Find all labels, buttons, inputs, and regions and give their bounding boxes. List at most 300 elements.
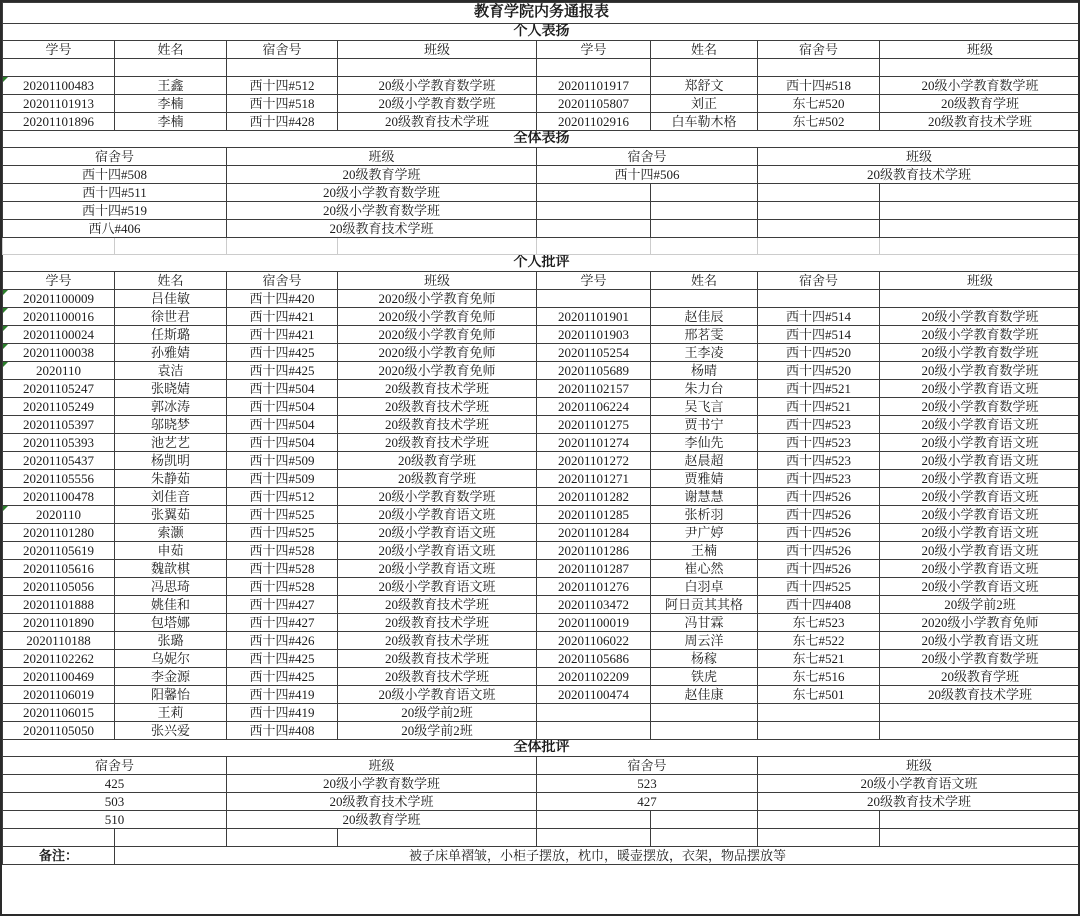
- cell-class: 20级小学教育数学班: [880, 77, 1080, 95]
- cell-dorm: [651, 220, 758, 238]
- cell-class: 20级教育学班: [227, 811, 537, 829]
- cell-name: 杨稼: [651, 650, 758, 668]
- table-row: [3, 793, 1080, 811]
- cell-name: 邬晓梦: [115, 416, 227, 434]
- table-row: [3, 308, 1080, 326]
- title-block: [3, 3, 1080, 41]
- table-row: [3, 668, 1080, 686]
- table-row: [3, 416, 1080, 434]
- cell-dorm: 西十四#514: [758, 308, 880, 326]
- cell-student-id: 20201101903: [537, 326, 651, 344]
- column-header: 班级: [880, 41, 1080, 59]
- cell-class: 20级学前2班: [338, 704, 537, 722]
- cell-student-id: 20201105397: [3, 416, 115, 434]
- section-title-group-criticism: 全体批评: [3, 740, 1080, 757]
- cell-student-id: 20201101888: [3, 596, 115, 614]
- table-row: [3, 775, 1080, 793]
- cell-class: 20级教育学班: [880, 95, 1080, 113]
- cell-name: 任斯璐: [115, 326, 227, 344]
- cell-class: 20级小学教育数学班: [880, 362, 1080, 380]
- cell-name: 郭冰涛: [115, 398, 227, 416]
- cell-class: 20级小学教育语文班: [880, 578, 1080, 596]
- cell-name: 乌妮尔: [115, 650, 227, 668]
- cell-class: [758, 184, 880, 202]
- cell-name: [651, 290, 758, 308]
- cell-class: 20级教育技术学班: [880, 686, 1080, 704]
- cell-name: 阳馨怡: [115, 686, 227, 704]
- cell-name: 李楠: [115, 95, 227, 113]
- cell-name: 王鑫: [115, 77, 227, 95]
- cell-student-id: 20201100483: [3, 77, 115, 95]
- cell-class: 20级教育技术学班: [338, 614, 537, 632]
- cell-student-id: [537, 290, 651, 308]
- individual-praise-table: [3, 41, 1080, 131]
- cell-class: [338, 829, 537, 847]
- cell-dorm: 西十四#408: [758, 596, 880, 614]
- remarks-label: 备注：: [3, 847, 115, 865]
- cell-class: 20级教育技术学班: [880, 113, 1080, 131]
- cell-class: 20级小学教育数学班: [880, 326, 1080, 344]
- cell-class: 20级小学教育语文班: [338, 578, 537, 596]
- cell-dorm: [651, 202, 758, 220]
- cell-name: 阿日贡其其格: [651, 596, 758, 614]
- cell-dorm: 西十四#408: [227, 722, 338, 740]
- cell-class: 20级小学教育数学班: [338, 95, 537, 113]
- table-row: [3, 202, 1080, 220]
- cell-class: 20级小学教育语文班: [338, 560, 537, 578]
- cell-name: 李楠: [115, 113, 227, 131]
- cell-dorm: 东七#521: [758, 650, 880, 668]
- cell-class: [758, 220, 880, 238]
- column-header: 班级: [758, 757, 1080, 775]
- column-header: 班级: [758, 148, 1080, 166]
- table-row: [3, 686, 1080, 704]
- cell-name: [115, 59, 227, 77]
- column-header: 宿舍号: [227, 272, 338, 290]
- remarks-text: 被子床单褶皱，小柜子摆放，枕巾，暖壶摆放，衣架，物品摆放等: [115, 847, 1080, 865]
- header-row: [3, 148, 1080, 166]
- table-row: [3, 362, 1080, 380]
- table-row: [3, 380, 1080, 398]
- page-title: 教育学院内务通报表: [3, 3, 1080, 24]
- table-row: [3, 95, 1080, 113]
- cell-class: [880, 722, 1080, 740]
- cell-class: 20级教育技术学班: [338, 650, 537, 668]
- column-header: 姓名: [651, 41, 758, 59]
- cell-dorm: 西十四#526: [758, 560, 880, 578]
- cell-class: 20级教育技术学班: [338, 596, 537, 614]
- cell-student-id: 20201101275: [537, 416, 651, 434]
- empty-cell: [537, 238, 651, 255]
- table-row: [3, 596, 1080, 614]
- column-header: 学号: [537, 41, 651, 59]
- cell-class: 20级小学教育语文班: [338, 506, 537, 524]
- cell-class: 20级教育技术学班: [758, 166, 1080, 184]
- table-row: [3, 184, 1080, 202]
- cell-name: 索灏: [115, 524, 227, 542]
- cell-name: 杨凯明: [115, 452, 227, 470]
- cell-dorm: 西十四#525: [227, 506, 338, 524]
- cell-dorm: 东七#523: [758, 614, 880, 632]
- cell-name: 崔心然: [651, 560, 758, 578]
- cell-dorm: 427: [537, 793, 758, 811]
- table-row: [3, 524, 1080, 542]
- section-title-row: [3, 740, 1080, 757]
- cell-class: 20级小学教育语文班: [880, 542, 1080, 560]
- cell-student-id: 20201102157: [537, 380, 651, 398]
- cell-class: 20级教育学班: [227, 166, 537, 184]
- cell-name: 吴飞言: [651, 398, 758, 416]
- cell-dorm: 西十四#514: [758, 326, 880, 344]
- group-praise-title: [3, 131, 1080, 148]
- cell-name: 张璐: [115, 632, 227, 650]
- cell-name: 包塔娜: [115, 614, 227, 632]
- cell-student-id: 20201105689: [537, 362, 651, 380]
- cell-name: 赵佳康: [651, 686, 758, 704]
- cell-student-id: 20201101913: [3, 95, 115, 113]
- table-row: [3, 650, 1080, 668]
- group-criticism-table: [3, 757, 1080, 847]
- cell-student-id: 20201100478: [3, 488, 115, 506]
- cell-class: 20级小学教育语文班: [880, 470, 1080, 488]
- cell-dorm: 425: [3, 775, 227, 793]
- cell-name: 郑舒文: [651, 77, 758, 95]
- cell-name: 张晓婧: [115, 380, 227, 398]
- cell-dorm: 西十四#427: [227, 614, 338, 632]
- cell-student-id: 20201100469: [3, 668, 115, 686]
- cell-dorm: 西十四#521: [758, 380, 880, 398]
- cell-class: 20级教育技术学班: [227, 793, 537, 811]
- column-header: 姓名: [115, 272, 227, 290]
- cell-student-id: 20201105619: [3, 542, 115, 560]
- cell-class: [880, 811, 1080, 829]
- cell-name: 徐世君: [115, 308, 227, 326]
- cell-dorm: 东七#516: [758, 668, 880, 686]
- section-title-individual-criticism: 个人批评: [3, 255, 1080, 272]
- cell-name: 魏歆棋: [115, 560, 227, 578]
- cell-dorm: 西十四#521: [758, 398, 880, 416]
- cell-student-id: 2020110: [3, 362, 115, 380]
- cell-class: 20级教育技术学班: [338, 668, 537, 686]
- cell-name: 周云洋: [651, 632, 758, 650]
- cell-name: 李仙先: [651, 434, 758, 452]
- cell-dorm: 西十四#504: [227, 434, 338, 452]
- empty-cell: [338, 238, 537, 255]
- column-header: 宿舍号: [758, 272, 880, 290]
- cell-class: 20级小学教育数学班: [880, 398, 1080, 416]
- section-title-group-praise: 全体表扬: [3, 131, 1080, 148]
- column-header: 宿舍号: [227, 41, 338, 59]
- cell-student-id: 20201105393: [3, 434, 115, 452]
- cell-dorm: 503: [3, 793, 227, 811]
- cell-class: 2020级小学教育免师: [880, 614, 1080, 632]
- column-header: 班级: [880, 272, 1080, 290]
- cell-class: 20级小学教育语文班: [880, 560, 1080, 578]
- cell-class: 20级小学教育语文班: [880, 452, 1080, 470]
- cell-name: 赵晨超: [651, 452, 758, 470]
- cell-student-id: 20201106224: [537, 398, 651, 416]
- cell-class: 20级小学教育语文班: [338, 542, 537, 560]
- cell-dorm: 西十四#520: [758, 362, 880, 380]
- cell-dorm: 西十四#427: [227, 596, 338, 614]
- cell-class: 20级小学教育语文班: [880, 632, 1080, 650]
- cell-dorm: 西十四#523: [758, 416, 880, 434]
- cell-dorm: 西十四#425: [227, 344, 338, 362]
- cell-name: 谢慧慧: [651, 488, 758, 506]
- group-criticism-title: [3, 740, 1080, 757]
- column-header: 学号: [537, 272, 651, 290]
- table-row: [3, 166, 1080, 184]
- cell-name: 贾雅婧: [651, 470, 758, 488]
- table-row: [3, 704, 1080, 722]
- column-header: 班级: [227, 757, 537, 775]
- column-header: 班级: [338, 41, 537, 59]
- cell-dorm: 西十四#528: [227, 578, 338, 596]
- cell-class: [880, 704, 1080, 722]
- column-header: 宿舍号: [758, 41, 880, 59]
- empty-cell: [651, 238, 758, 255]
- cell-student-id: 20201105056: [3, 578, 115, 596]
- cell-dorm: 510: [3, 811, 227, 829]
- cell-class: 20级小学教育数学班: [880, 344, 1080, 362]
- cell-dorm: 西十四#523: [758, 434, 880, 452]
- table-row: [3, 113, 1080, 131]
- cell-dorm: 东七#501: [758, 686, 880, 704]
- cell-name: [651, 704, 758, 722]
- cell-class: 20级教育技术学班: [338, 398, 537, 416]
- table-row: [3, 829, 1080, 847]
- cell-student-id: 20201100024: [3, 326, 115, 344]
- cell-dorm: 西十四#519: [3, 202, 227, 220]
- cell-name: 吕佳敏: [115, 290, 227, 308]
- column-header: 姓名: [651, 272, 758, 290]
- column-header: 班级: [338, 272, 537, 290]
- cell-student-id: [3, 59, 115, 77]
- cell-class: 20级小学教育语文班: [338, 524, 537, 542]
- cell-student-id: 20201101274: [537, 434, 651, 452]
- table-row: [3, 77, 1080, 95]
- table-row: [3, 470, 1080, 488]
- cell-class: [880, 59, 1080, 77]
- cell-dorm: 西十四#518: [758, 77, 880, 95]
- cell-dorm: 西十四#420: [227, 290, 338, 308]
- cell-name: 刘正: [651, 95, 758, 113]
- cell-dorm: 西十四#526: [758, 506, 880, 524]
- cell-name: 张析羽: [651, 506, 758, 524]
- cell-dorm: 西十四#504: [227, 380, 338, 398]
- cell-dorm: 西十四#421: [227, 326, 338, 344]
- table-row: [3, 290, 1080, 308]
- cell-class: 20级小学教育数学班: [227, 184, 537, 202]
- table-row: [3, 488, 1080, 506]
- section-title-row: [3, 24, 1080, 41]
- cell-class: 20级教育学班: [338, 452, 537, 470]
- cell-dorm: 西十四#509: [227, 452, 338, 470]
- cell-class: [880, 829, 1080, 847]
- cell-class: 20级小学教育数学班: [338, 488, 537, 506]
- cell-dorm: 西十四#419: [227, 686, 338, 704]
- cell-student-id: 20201105254: [537, 344, 651, 362]
- cell-student-id: 20201105437: [3, 452, 115, 470]
- cell-name: [651, 59, 758, 77]
- cell-student-id: 20201100009: [3, 290, 115, 308]
- cell-student-id: 20201101287: [537, 560, 651, 578]
- column-header: 宿舍号: [537, 148, 758, 166]
- table-row: [3, 326, 1080, 344]
- cell-name: 张翼茹: [115, 506, 227, 524]
- cell-class: 20级教育技术学班: [758, 793, 1080, 811]
- cell-student-id: 20201101284: [537, 524, 651, 542]
- cell-name: 袁洁: [115, 362, 227, 380]
- cell-student-id: 20201101282: [537, 488, 651, 506]
- cell-dorm: 西十四#419: [227, 704, 338, 722]
- table-row: [3, 452, 1080, 470]
- cell-name: 王楠: [651, 542, 758, 560]
- cell-student-id: 20201105686: [537, 650, 651, 668]
- cell-dorm: 西十四#523: [758, 452, 880, 470]
- cell-name: 朱静茹: [115, 470, 227, 488]
- column-header: 学号: [3, 41, 115, 59]
- cell-name: 贾书宁: [651, 416, 758, 434]
- cell-dorm: 西十四#526: [758, 542, 880, 560]
- cell-dorm: [537, 202, 651, 220]
- cell-class: 20级教育技术学班: [338, 380, 537, 398]
- cell-dorm: 东七#502: [758, 113, 880, 131]
- cell-dorm: 西八#406: [3, 220, 227, 238]
- cell-dorm: 西十四#512: [227, 488, 338, 506]
- cell-dorm: 西十四#504: [227, 398, 338, 416]
- cell-class: 20级教育技术学班: [338, 113, 537, 131]
- cell-student-id: 20201101286: [537, 542, 651, 560]
- remarks-block: [3, 847, 1080, 865]
- cell-dorm: [758, 290, 880, 308]
- report-table: [2, 2, 1080, 865]
- cell-class: [880, 202, 1080, 220]
- cell-student-id: 20201100038: [3, 344, 115, 362]
- header-row: [3, 272, 1080, 290]
- column-header: 姓名: [115, 41, 227, 59]
- cell-dorm: [227, 59, 338, 77]
- cell-name: 池艺艺: [115, 434, 227, 452]
- cell-student-id: 20201105249: [3, 398, 115, 416]
- empty-cell: [115, 238, 227, 255]
- cell-class: 2020级小学教育免师: [338, 308, 537, 326]
- cell-name: 尹广婷: [651, 524, 758, 542]
- cell-name: 姚佳和: [115, 596, 227, 614]
- cell-dorm: 西十四#512: [227, 77, 338, 95]
- cell-student-id: 20201105247: [3, 380, 115, 398]
- cell-name: 铁虎: [651, 668, 758, 686]
- cell-name: 赵佳辰: [651, 308, 758, 326]
- cell-dorm: [651, 829, 758, 847]
- cell-name: 申茹: [115, 542, 227, 560]
- cell-class: 20级小学教育数学班: [227, 202, 537, 220]
- cell-class: [227, 829, 338, 847]
- cell-dorm: 西十四#504: [227, 416, 338, 434]
- cell-dorm: [537, 829, 651, 847]
- cell-class: 20级小学教育数学班: [227, 775, 537, 793]
- empty-cell: [758, 238, 880, 255]
- cell-class: 20级小学教育语文班: [338, 686, 537, 704]
- cell-class: 20级小学教育数学班: [880, 650, 1080, 668]
- cell-name: 王李凌: [651, 344, 758, 362]
- cell-name: [651, 722, 758, 740]
- cell-class: 2020级小学教育免师: [338, 290, 537, 308]
- cell-dorm: [651, 811, 758, 829]
- cell-dorm: [758, 704, 880, 722]
- cell-class: 20级教育技术学班: [338, 416, 537, 434]
- table-row: [3, 811, 1080, 829]
- cell-student-id: 20201102262: [3, 650, 115, 668]
- cell-dorm: [537, 220, 651, 238]
- table-row: [3, 722, 1080, 740]
- cell-dorm: 东七#520: [758, 95, 880, 113]
- cell-name: 王莉: [115, 704, 227, 722]
- cell-class: 20级教育技术学班: [338, 434, 537, 452]
- table-row: [3, 506, 1080, 524]
- cell-student-id: 20201102916: [537, 113, 651, 131]
- cell-class: [880, 290, 1080, 308]
- cell-student-id: 20201101271: [537, 470, 651, 488]
- individual-criticism-title: [3, 255, 1080, 272]
- individual-criticism-table: [3, 272, 1080, 740]
- cell-class: 20级小学教育语文班: [880, 506, 1080, 524]
- cell-class: 20级小学教育语文班: [880, 488, 1080, 506]
- cell-student-id: 2020110188: [3, 632, 115, 650]
- table-row: [3, 578, 1080, 596]
- cell-student-id: 20201105556: [3, 470, 115, 488]
- cell-dorm: 西十四#525: [758, 578, 880, 596]
- cell-dorm: [3, 829, 115, 847]
- group-praise-table: [3, 148, 1080, 255]
- cell-student-id: [537, 722, 651, 740]
- cell-student-id: 2020110: [3, 506, 115, 524]
- cell-class: 20级小学教育语文班: [880, 434, 1080, 452]
- cell-dorm: 523: [537, 775, 758, 793]
- cell-class: 20级小学教育语文班: [880, 524, 1080, 542]
- section-title-row: [3, 131, 1080, 148]
- cell-dorm: 西十四#528: [227, 560, 338, 578]
- cell-class: 20级小学教育语文班: [880, 416, 1080, 434]
- table-row: [3, 542, 1080, 560]
- table-row: [3, 614, 1080, 632]
- cell-name: 刘佳音: [115, 488, 227, 506]
- cell-student-id: [537, 704, 651, 722]
- cell-student-id: 20201106022: [537, 632, 651, 650]
- cell-class: 20级教育技术学班: [338, 632, 537, 650]
- cell-class: 2020级小学教育免师: [338, 344, 537, 362]
- cell-student-id: 20201100016: [3, 308, 115, 326]
- title-row: [3, 3, 1080, 24]
- cell-dorm: 西十四#509: [227, 470, 338, 488]
- cell-dorm: [651, 184, 758, 202]
- cell-dorm: [537, 811, 651, 829]
- cell-dorm: 西十四#525: [227, 524, 338, 542]
- cell-name: 李金源: [115, 668, 227, 686]
- empty-cell: [227, 238, 338, 255]
- column-header: 宿舍号: [3, 757, 227, 775]
- cell-student-id: 20201105807: [537, 95, 651, 113]
- cell-dorm: 西十四#528: [227, 542, 338, 560]
- cell-student-id: 20201101917: [537, 77, 651, 95]
- cell-dorm: 西十四#425: [227, 362, 338, 380]
- column-header: 宿舍号: [3, 148, 227, 166]
- cell-class: 2020级小学教育免师: [338, 326, 537, 344]
- cell-name: 白车勒木格: [651, 113, 758, 131]
- cell-class: 20级教育学班: [880, 668, 1080, 686]
- table-row: [3, 59, 1080, 77]
- empty-cell: [3, 238, 115, 255]
